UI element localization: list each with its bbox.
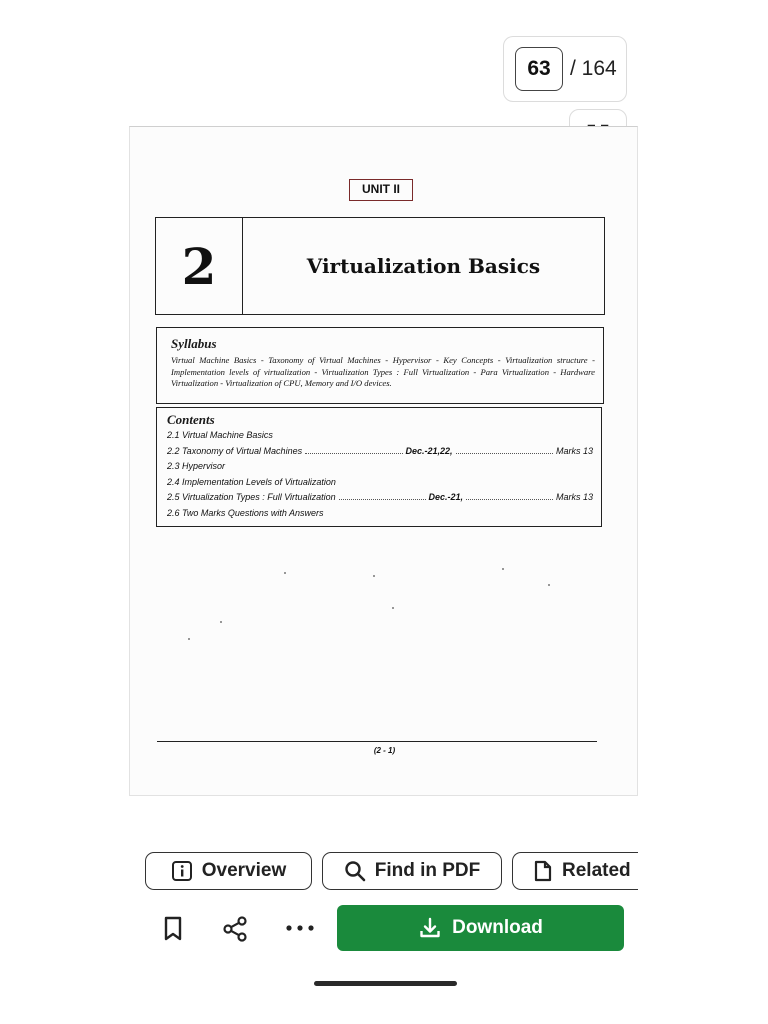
contents-date: Dec.-21,22, (405, 445, 453, 456)
chapter-header (155, 217, 605, 315)
search-icon (344, 860, 366, 882)
page-footer-number: (2 - 1) (373, 746, 396, 755)
pdf-page (129, 126, 638, 796)
share-icon (221, 915, 249, 943)
contents-item: 2.2 Taxonomy of Virtual Machines Dec.-21,22, Marks 13 (167, 445, 593, 456)
bookmark-icon (163, 916, 183, 942)
page-total: / 164 (570, 57, 617, 80)
page-footer-rule (157, 741, 597, 742)
home-indicator[interactable] (314, 981, 457, 986)
contents-item: 2.5 Virtualization Types : Full Virtualization Dec.-21, Marks 13 (167, 492, 594, 503)
overview-label: Overview (201, 860, 287, 881)
contents-marks: Marks 13 (556, 492, 594, 503)
download-icon (418, 916, 442, 940)
contents-item: 2.1 Virtual Machine Basics (167, 430, 273, 440)
contents-heading: Contents (167, 412, 215, 427)
more-options-button[interactable] (283, 915, 317, 941)
related-label: Related (562, 860, 631, 881)
bookmark-button[interactable] (158, 914, 188, 944)
more-icon (285, 924, 315, 932)
document-icon (533, 860, 553, 882)
contents-item: 2.6 Two Marks Questions with Answers (167, 507, 324, 518)
info-icon (171, 860, 193, 882)
page-number-input[interactable]: 63 (515, 47, 563, 91)
find-in-pdf-button[interactable] (322, 852, 502, 890)
find-label: Find in PDF (374, 860, 481, 881)
contents-item: 2.3 Hypervisor (167, 461, 226, 472)
contents-date: Dec.-21, (428, 492, 464, 503)
download-button[interactable] (337, 905, 624, 951)
chapter-title: Virtualization Basics (306, 254, 541, 278)
contents-item: 2.4 Implementation Levels of Virtualization (167, 476, 336, 487)
share-button[interactable] (219, 913, 251, 945)
syllabus-heading: Syllabus (171, 336, 217, 351)
unit-label: UNIT II (349, 179, 413, 201)
syllabus-box (156, 327, 604, 404)
download-label: Download (452, 917, 543, 938)
chapter-number: 2 (156, 218, 243, 314)
overview-button[interactable] (145, 852, 312, 890)
contents-marks: Marks 13 (555, 445, 593, 456)
syllabus-text: Virtual Machine Basics - Taxonomy of Virtual Machines - Hypervisor - Key Concepts - Virtualization structure - Implementation levels of virtualization - Virtualization Types : Full Virtualization - Para Virtualization - Hardware Virtualization - Virtualization of CPU, Memory and I/O devices. (171, 355, 595, 388)
related-button[interactable] (512, 852, 652, 890)
page-counter (503, 36, 627, 102)
contents-box (156, 407, 602, 527)
